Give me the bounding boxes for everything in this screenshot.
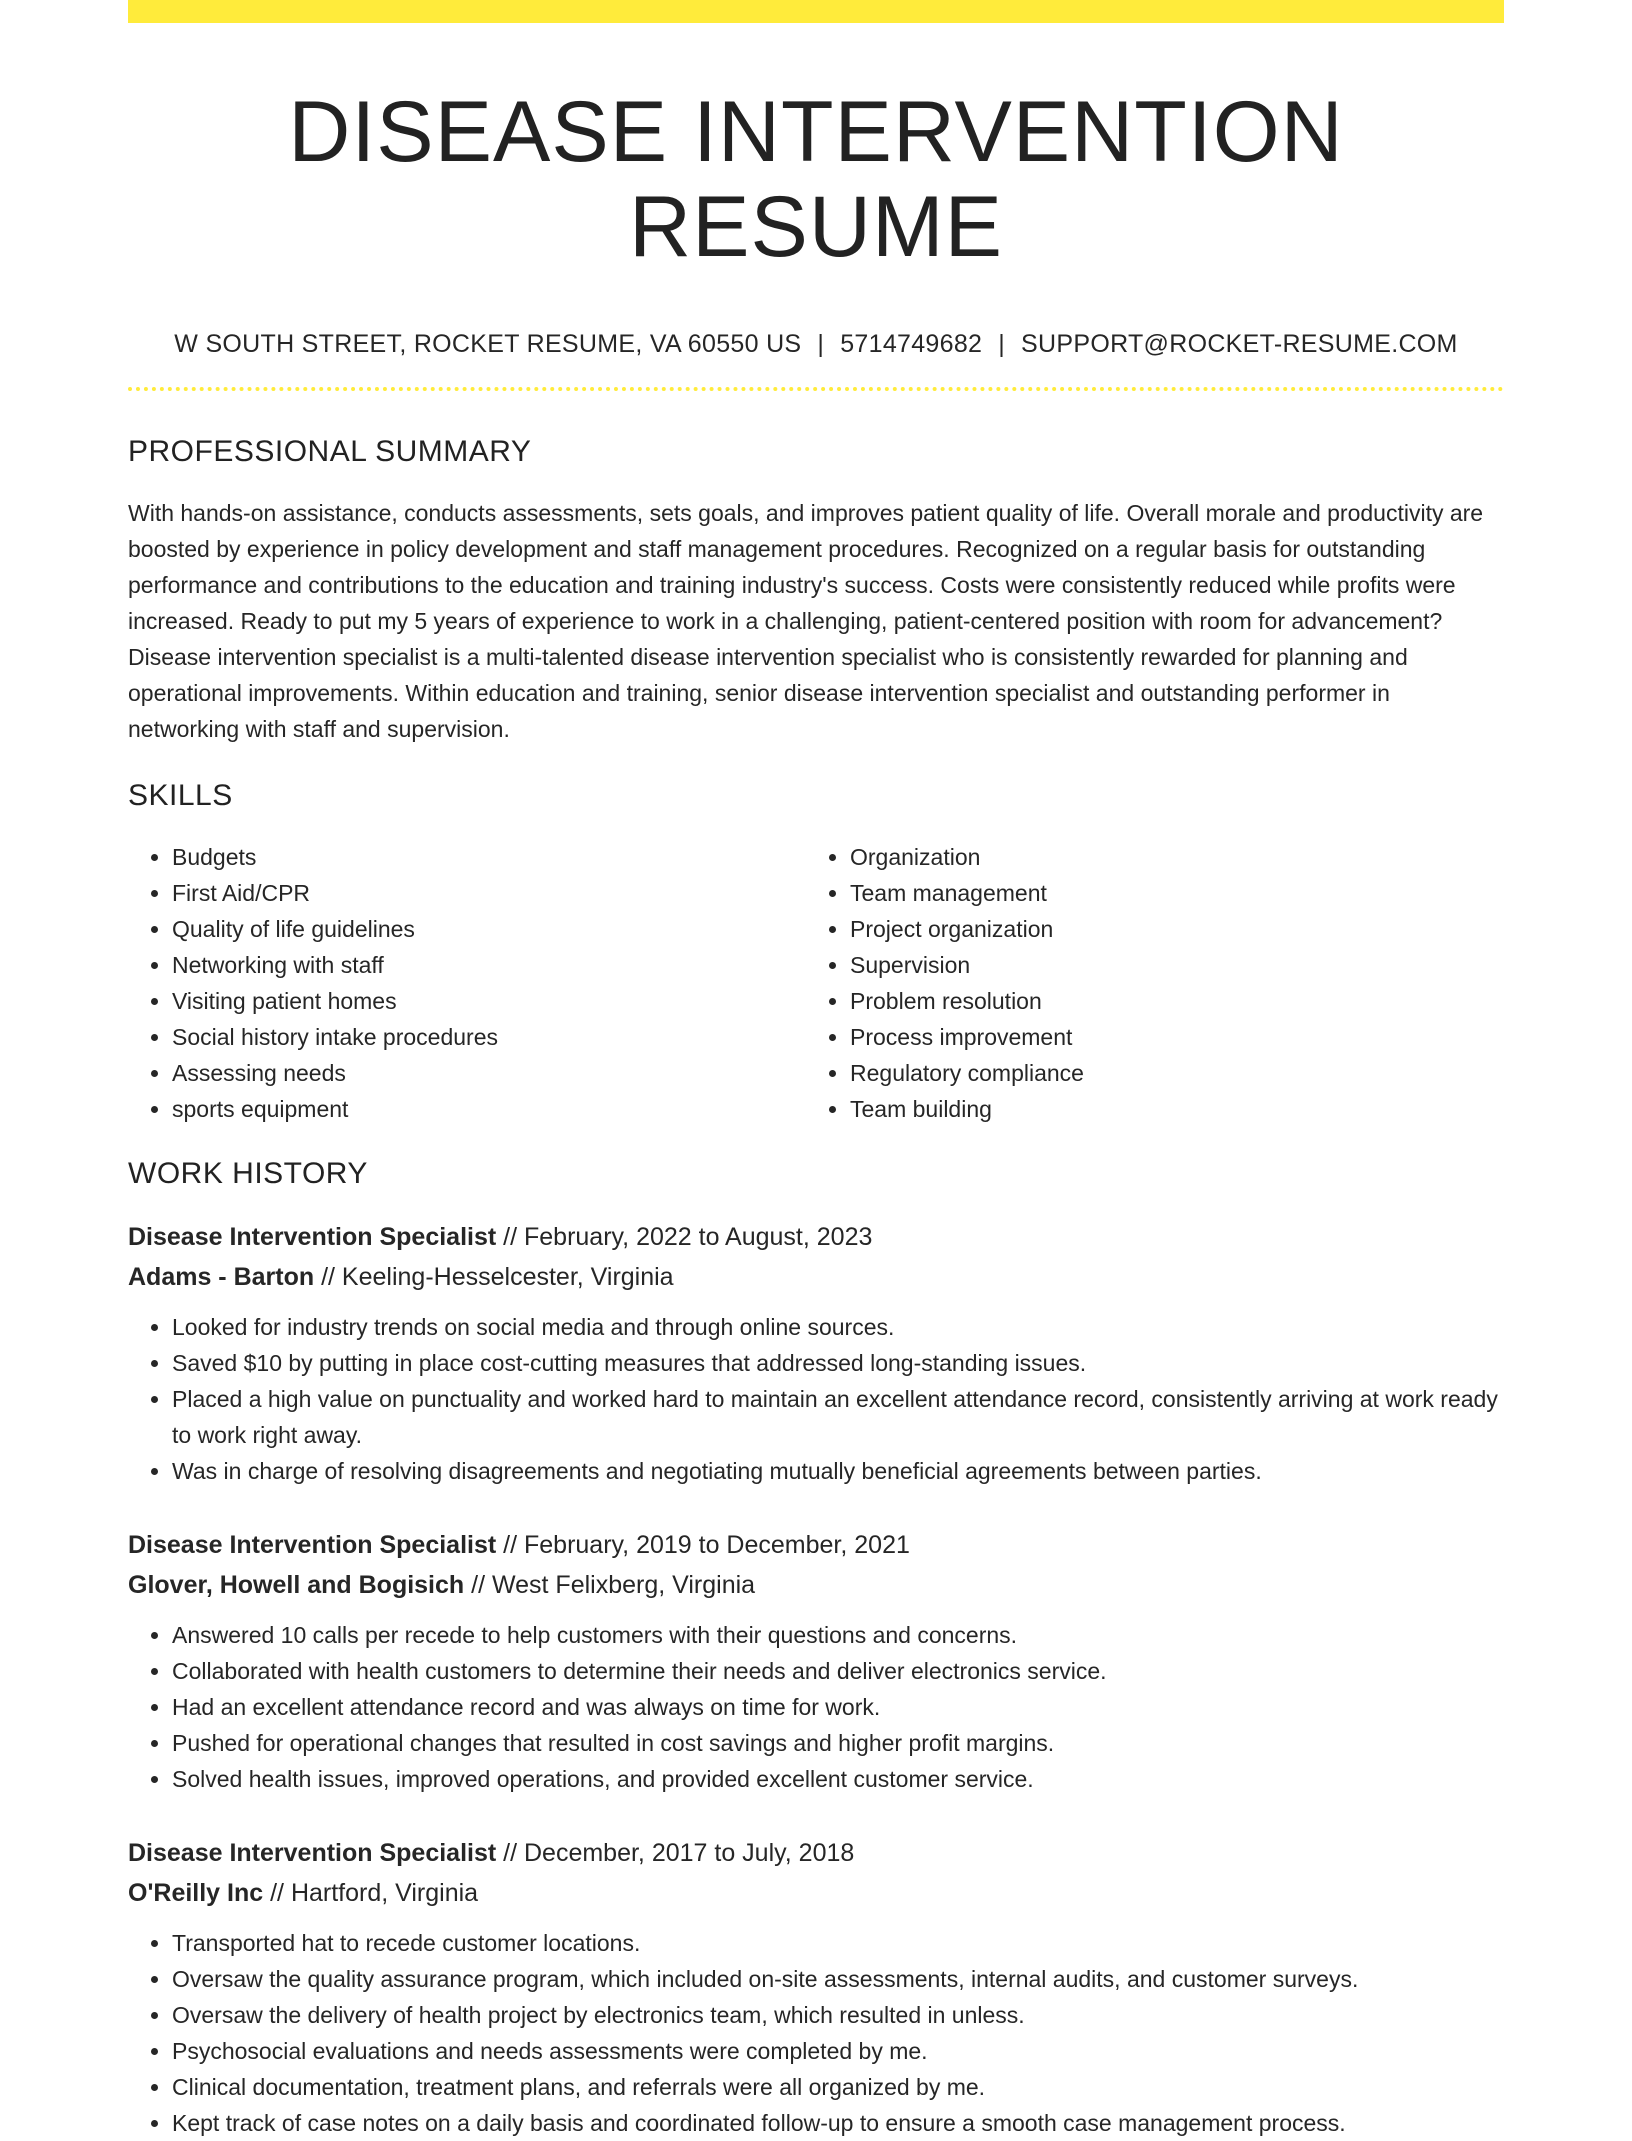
accent-top-bar bbox=[128, 0, 1504, 23]
skill-item: • Social history intake procedures bbox=[172, 1019, 806, 1055]
resume-page bbox=[128, 0, 1504, 2141]
skill-item: • Regulatory compliance bbox=[850, 1055, 1484, 1091]
skill-item: • Budgets bbox=[172, 839, 806, 875]
job-bullet: • Had an excellent attendance record and was always on time for work. bbox=[172, 1689, 1504, 1725]
job-company: Glover, Howell and Bogisich bbox=[128, 1571, 465, 1600]
skills-heading: SKILLS bbox=[128, 779, 233, 813]
skill-item: • Visiting patient homes bbox=[172, 983, 806, 1019]
job-company: O'Reilly Inc bbox=[128, 1879, 264, 1908]
work-history-heading: WORK HISTORY bbox=[128, 1157, 368, 1191]
skill-item: • Problem resolution bbox=[850, 983, 1484, 1019]
job-company: Adams - Barton bbox=[128, 1263, 315, 1292]
skills-columns bbox=[128, 839, 1504, 1127]
job-bullet: • Psychosocial evaluations and needs assessments were completed by me. bbox=[172, 2033, 1504, 2069]
job-role: Disease Intervention Specialist bbox=[128, 1531, 497, 1560]
job-role-line bbox=[128, 1833, 1504, 1873]
job-bullet: • Collaborated with health customers to determine their needs and deliver electronics service. bbox=[172, 1653, 1504, 1689]
job-location: // Keeling-Hesselcester, Virginia bbox=[321, 1263, 674, 1292]
job-bullet: • Kept track of case notes on a daily basis and coordinated follow-up to ensure a smooth case management process. bbox=[172, 2105, 1504, 2141]
dotted-divider bbox=[128, 387, 1504, 391]
job-bullets bbox=[128, 1617, 1504, 1797]
job-bullet: • Oversaw the quality assurance program, which included on-site assessments, internal audits, and customer surveys. bbox=[172, 1961, 1504, 1997]
job-bullet: • Pushed for operational changes that resulted in cost savings and higher profit margins. bbox=[172, 1725, 1504, 1761]
resume-title: DISEASE INTERVENTION RESUME bbox=[288, 84, 1344, 275]
job-bullet: • Answered 10 calls per recede to help customers with their questions and concerns. bbox=[172, 1617, 1504, 1653]
job-bullet: • Solved health issues, improved operations, and provided excellent customer service. bbox=[172, 1761, 1504, 1797]
contact-address: W SOUTH STREET, ROCKET RESUME, VA 60550 US bbox=[174, 330, 802, 359]
job-bullets bbox=[128, 1925, 1504, 2141]
job-entry bbox=[128, 1833, 1504, 2141]
skill-item: • Supervision bbox=[850, 947, 1484, 983]
job-entry bbox=[128, 1217, 1504, 1489]
job-bullet: • Placed a high value on punctuality and worked hard to maintain an excellent attendance record, consistently arriving at work ready to work right away. bbox=[172, 1381, 1504, 1453]
summary-paragraph: With hands-on assistance, conducts assessments, sets goals, and improves patient quality of life. Overall morale and productivity are boosted by experience in policy development and staff management procedures. Recognized on a regular basis for outstanding performance and contributions to the education and training industry's success. Costs were consistently reduced while profits were increased. Ready to put my 5 years of experience to work in a challenging, patient-centered position with room for advancement? Disease intervention specialist is a multi-talented disease intervention specialist who is consistently rewarded for planning and operational improvements. Within education and training, senior disease intervention specialist and outstanding performer in networking with staff and supervision. bbox=[128, 500, 1484, 743]
job-entry bbox=[128, 1525, 1504, 1797]
contact-separator: | bbox=[998, 330, 1006, 359]
job-bullet: • Saved $10 by putting in place cost-cutting measures that addressed long-standing issues. bbox=[172, 1345, 1504, 1381]
skill-item: • sports equipment bbox=[172, 1091, 806, 1127]
skill-item: • Assessing needs bbox=[172, 1055, 806, 1091]
job-bullets bbox=[128, 1309, 1504, 1489]
contact-line bbox=[128, 330, 1504, 359]
job-role-line bbox=[128, 1217, 1504, 1257]
job-location: // West Felixberg, Virginia bbox=[471, 1571, 756, 1600]
contact-separator: | bbox=[817, 330, 825, 359]
job-company-line bbox=[128, 1565, 1504, 1605]
skill-item: • Team management bbox=[850, 875, 1484, 911]
job-company-line bbox=[128, 1257, 1504, 1297]
job-bullet: • Looked for industry trends on social media and through online sources. bbox=[172, 1309, 1504, 1345]
skill-item: • First Aid/CPR bbox=[172, 875, 806, 911]
job-bullet: • Transported hat to recede customer locations. bbox=[172, 1925, 1504, 1961]
job-role: Disease Intervention Specialist bbox=[128, 1839, 497, 1868]
job-role-line bbox=[128, 1525, 1504, 1565]
summary-heading: PROFESSIONAL SUMMARY bbox=[128, 435, 532, 469]
skills-left-list bbox=[128, 839, 806, 1127]
skill-item: • Networking with staff bbox=[172, 947, 806, 983]
job-bullet: • Clinical documentation, treatment plans, and referrals were all organized by me. bbox=[172, 2069, 1504, 2105]
job-company-line bbox=[128, 1873, 1504, 1913]
contact-phone: 5714749682 bbox=[840, 330, 983, 359]
job-location: // Hartford, Virginia bbox=[270, 1879, 479, 1908]
job-dates: // February, 2019 to December, 2021 bbox=[503, 1531, 910, 1560]
skill-item: • Team building bbox=[850, 1091, 1484, 1127]
skills-right-list bbox=[806, 839, 1484, 1127]
skill-item: • Project organization bbox=[850, 911, 1484, 947]
contact-email: SUPPORT@ROCKET-RESUME.COM bbox=[1021, 330, 1458, 359]
skill-item: • Organization bbox=[850, 839, 1484, 875]
job-dates: // February, 2022 to August, 2023 bbox=[503, 1223, 873, 1252]
job-bullet: • Oversaw the delivery of health project by electronics team, which resulted in unless. bbox=[172, 1997, 1504, 2033]
skill-item: • Quality of life guidelines bbox=[172, 911, 806, 947]
skill-item: • Process improvement bbox=[850, 1019, 1484, 1055]
job-bullet: • Was in charge of resolving disagreements and negotiating mutually beneficial agreements between parties. bbox=[172, 1453, 1504, 1489]
job-dates: // December, 2017 to July, 2018 bbox=[503, 1839, 855, 1868]
job-role: Disease Intervention Specialist bbox=[128, 1223, 497, 1252]
